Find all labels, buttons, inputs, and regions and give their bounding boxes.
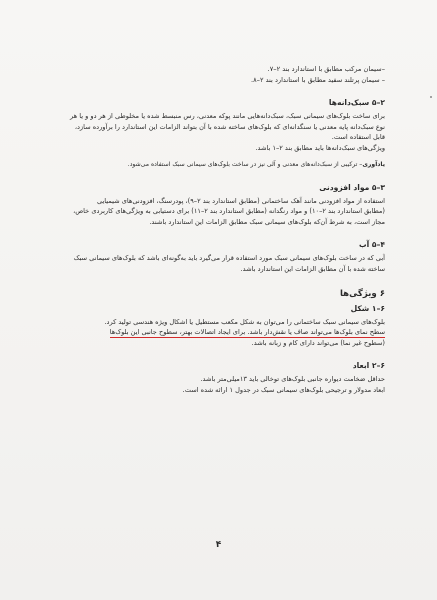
underlined-text: (سطوح غیر نما) می‌تواند دارای کام و زبانه باشد. [251, 338, 385, 347]
note-text: – ترکیبی از سبک‌دانه‌های معدنی و آلی نیز در ساخت بلوک‌های سیمانی سبک استفاده می‌شود. [127, 160, 363, 168]
note-label: یادآوری [362, 160, 385, 168]
paragraph-line: ساخته شده با آن مطابق الزامات این استاندارد باشد. [240, 264, 385, 273]
scan-speck [430, 96, 432, 98]
paragraph-line [48, 338, 385, 349]
paragraph-line: استفاده از مواد افزودنی مانند آهک ساختمانی (مطابق استاندارد بند ۲–۹)، پودرسنگ، افزودنی‌های شیمیایی [96, 196, 385, 205]
subsection-heading: ۶–۲ ابعاد [352, 361, 385, 371]
paragraph-line: حداقل ضخامت دیواره جانبی بلوک‌های توخالی باید ۱۳میلی‌متر باشد. [200, 375, 385, 384]
section-heading: ۲–۵ سبک‌دانه‌ها [328, 98, 385, 108]
paragraph-line: قابل استفاده است. [331, 133, 385, 142]
note [48, 160, 385, 170]
list-item: – سیمان پرتلند سفید مطابق با استاندارد بند ۲–۸. [250, 75, 385, 84]
paragraph-line: مجاز است، به شرط آن‌که بلوک‌های سیمانی سبک مطابق الزامات این استاندارد باشند. [149, 217, 385, 226]
subsection-heading: ۶–۱ شکل [350, 303, 385, 313]
paragraph-line: ویژگی‌های سبک‌دانه‌ها باید مطابق بند ۲–۱ باشد. [255, 143, 385, 152]
underlined-text: سطح نمای بلوک‌ها می‌تواند صاف یا نقش‌دار باشد. برای ایجاد اتصالات بهتر، سطوح جانبی این بلوک‌ها [109, 328, 385, 337]
paragraph-line: برای ساخت بلوک‌های سیمانی سبک، سبک‌دانه‌هایی مانند پوکه معدنی، رس منبسط شده یا مخلوطی از هر دو و یا هر [70, 112, 385, 121]
paragraph-line: ابعاد مدولار و ترجیحی بلوک‌های سیمانی سبک در جدول ۱ ارائه شده است. [182, 385, 385, 394]
section-heading: ۴–۵ آب [359, 240, 385, 250]
paragraph-line: بلوک‌های سیمانی سبک ساختمانی را می‌توان به شکل مکعب مستطیل یا اشکال ویژه هندسی تولید کرد. [104, 317, 385, 326]
paragraph-line: آبی که در ساخت بلوک‌های سیمانی سبک مورد استفاده قرار می‌گیرد باید به‌گونه‌ای باشد که بلوک‌های سیمانی سبک [73, 254, 385, 263]
section-heading: ۳–۵ مواد افزودنی [319, 182, 385, 192]
paragraph-line: (مطابق استاندارد بند ۲–۱۰) و مواد رنگدانه (مطابق استاندارد بند ۲–۱۱) برای دستیابی به ویژگی‌های کاربردی خاص، [73, 207, 385, 216]
page-number: ۴ [215, 540, 222, 550]
paragraph-line: نوع سبک‌دانه پایه معدنی یا سنگدانه‌ای که بلوک‌های ساخته شده با آن بتواند الزامات این استاندارد را برآورده سازد، [74, 122, 385, 131]
document-body [48, 64, 385, 396]
section-heading: ۶ ویژگی‌ها [339, 288, 385, 299]
paragraph-line [48, 327, 385, 338]
list-item: –سیمان مرکب مطابق با استاندارد بند ۲–۷. [267, 65, 385, 73]
